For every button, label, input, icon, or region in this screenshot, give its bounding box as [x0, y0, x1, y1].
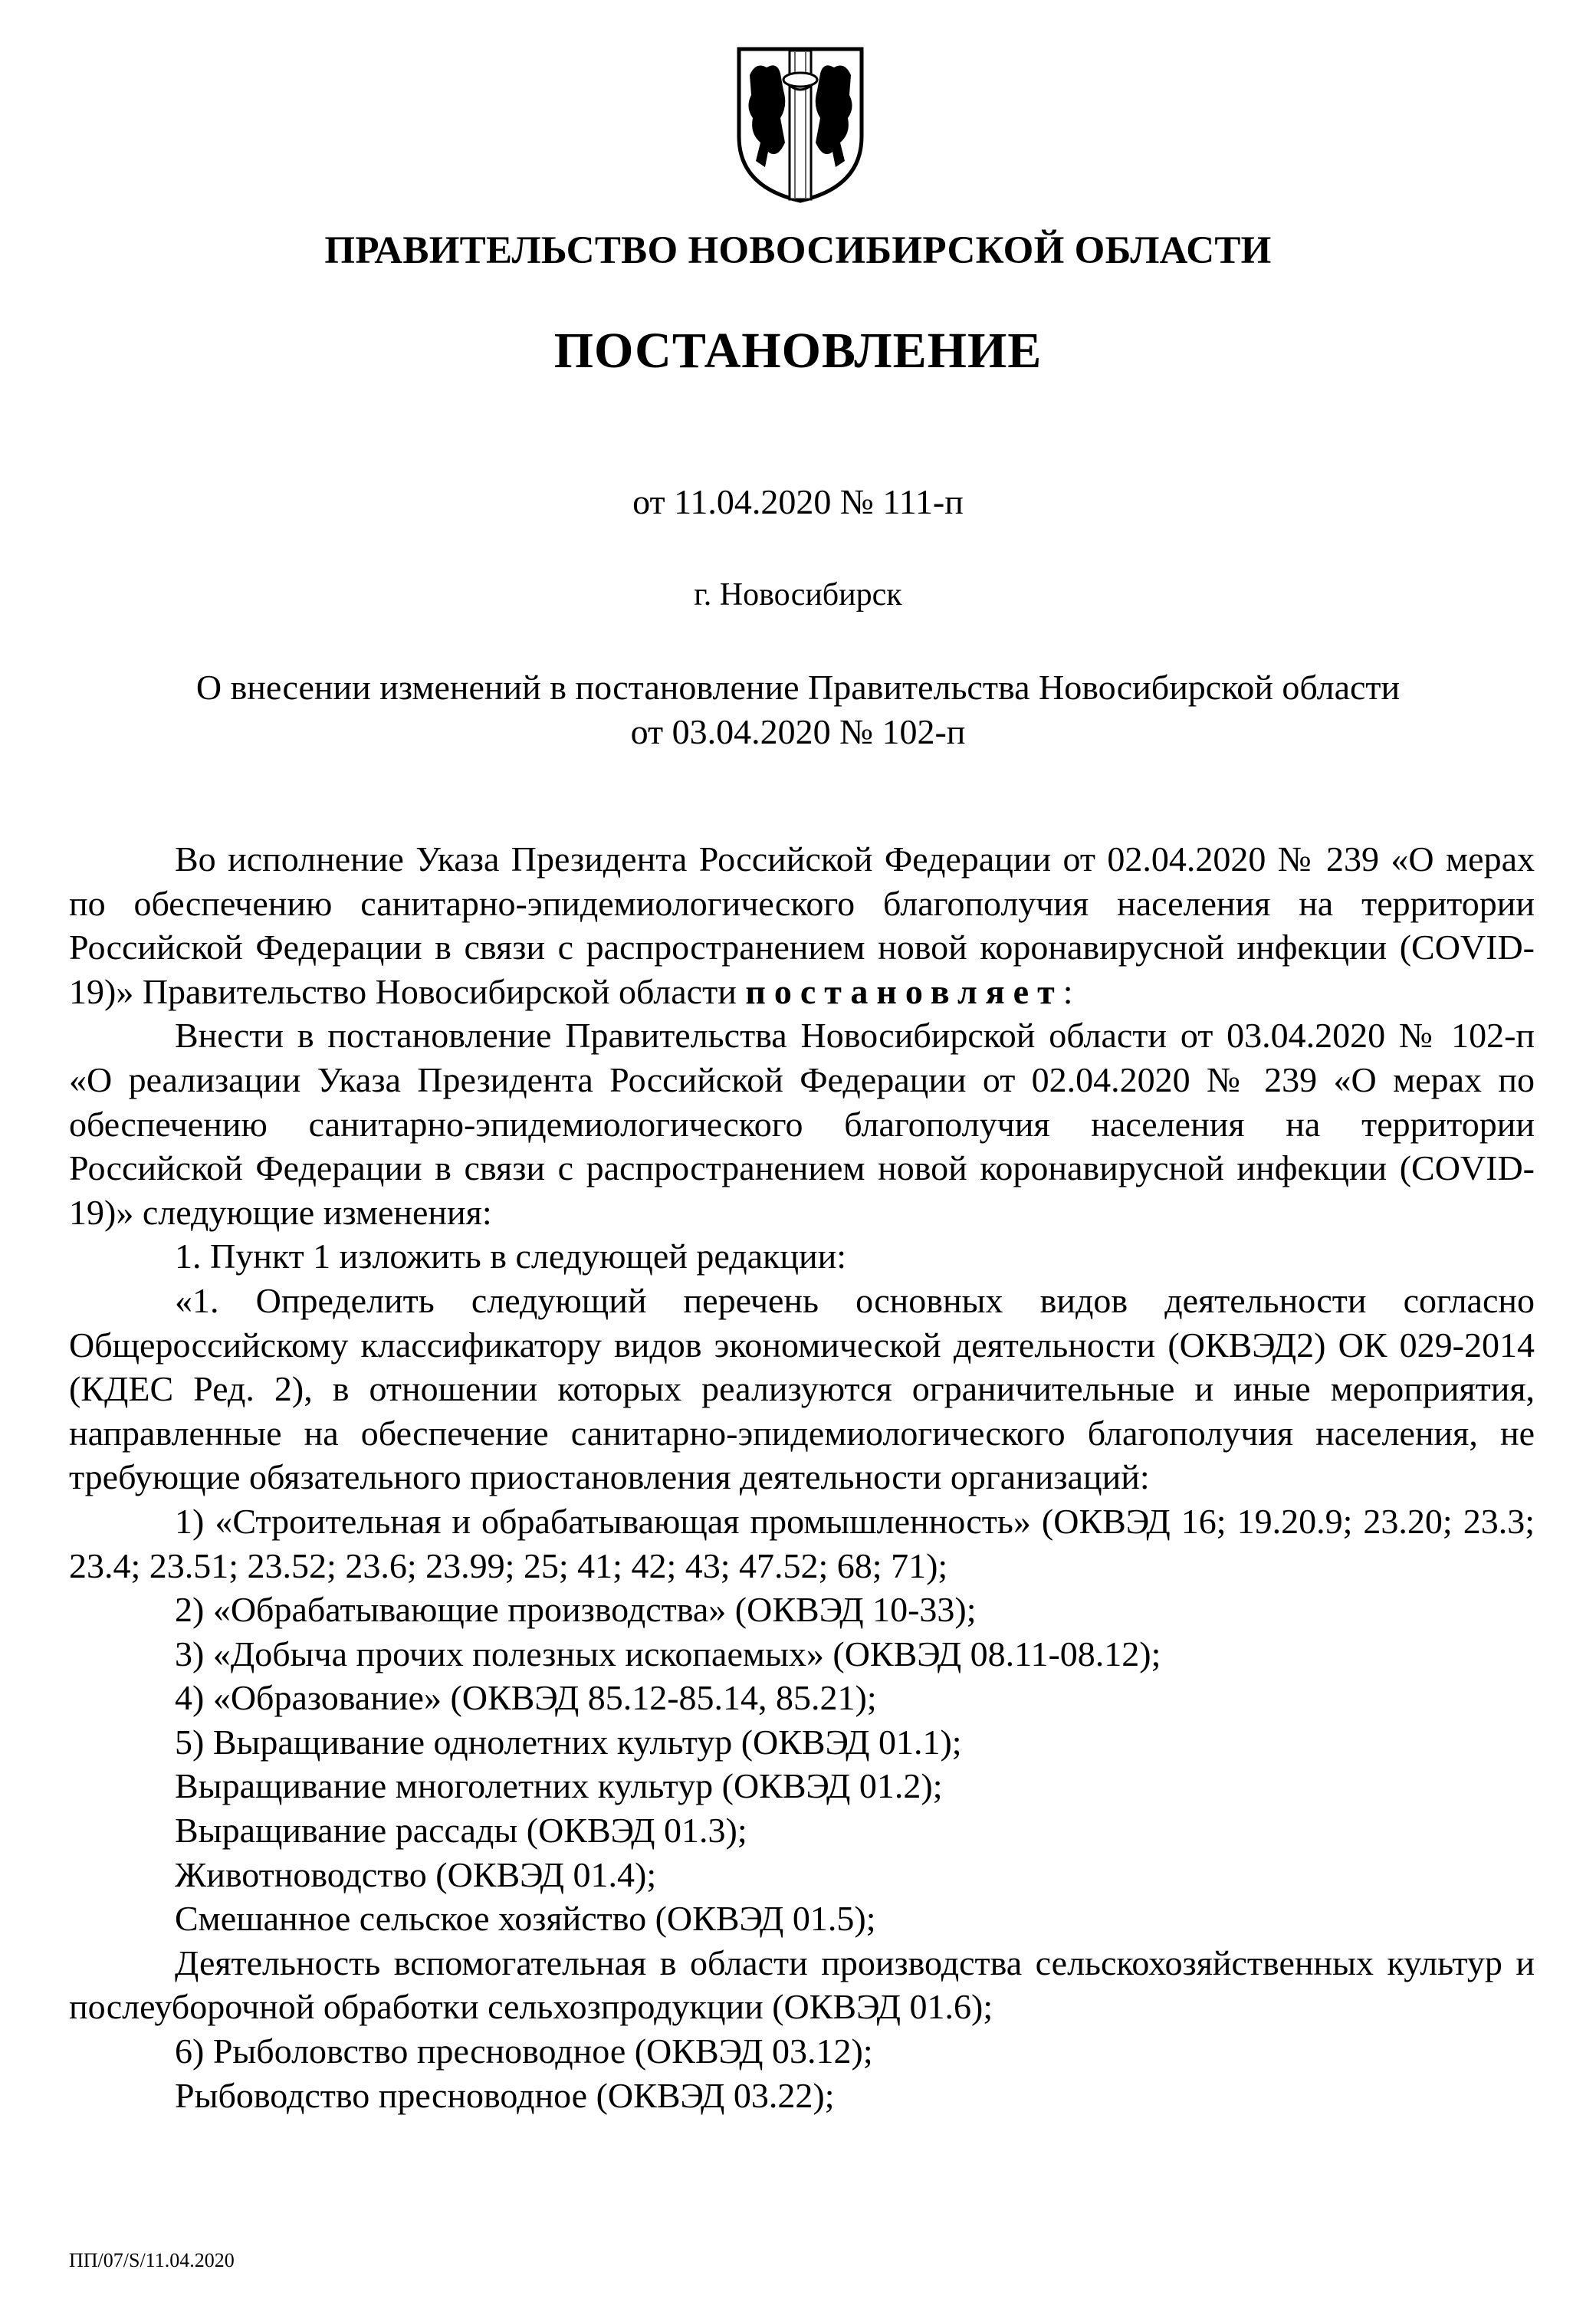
item-text-paragraph: «1. Определить следующий перечень основных видов деятельности согласно Общероссийскому классификатору видов экономической деятельности (ОКВЭД2) ОК 029-2014 (КДЕС Ред. 2), в отношении которых реализуются ограничительные и иные мероприятия, направленные на обеспечение санитарно-эпидемиологического благополучия населения, не требующие обязательного приостановления деятельности организаций: — [69, 1280, 1535, 1497]
list-item: 3) «Добыча прочих полезных ископаемых» (ОКВЭД 08.11-08.12); — [175, 1634, 1161, 1673]
document-type: ПОСТАНОВЛЕНИЕ — [553, 323, 1043, 379]
list-item: Выращивание рассады (ОКВЭД 01.3); — [175, 1811, 747, 1851]
list-item: 1) «Строительная и обрабатывающая промышленность» (ОКВЭД 16; 19.20.9; 23.20; 23.3; 23.4; 23.51; 23.52; 23.6; 23.99; 25; 41; 42; 43; 47.52; 68; 71); — [69, 1501, 1535, 1585]
government-name: ПРАВИТЕЛЬСТВО НОВОСИБИРСКОЙ ОБЛАСТИ — [324, 229, 1272, 272]
list-item: 2) «Обрабатывающие производства» (ОКВЭД 10-33); — [175, 1590, 977, 1630]
subject-line: от 03.04.2020 № 102-п — [630, 712, 966, 751]
resolves-colon: : — [1062, 971, 1073, 1011]
amendment-paragraph: Внести в постановление Правительства Новосибирской области от 03.04.2020 № 102-п «О реализации Указа Президента Российской Федерации от 02.04.2020 № 239 «О мерах по обеспечению санитарно-эпидемиологического благополучия населения на территории Российской Федерации в связи с распространением новой коронавирусной инфекции (COVID-19)» следующие изменения: — [69, 1016, 1535, 1232]
coat-of-arms-icon — [734, 44, 866, 205]
document-date-number: от 11.04.2020 № 111-п — [632, 482, 964, 521]
document-city: г. Новосибирск — [694, 577, 902, 613]
list-item: 6) Рыболовство пресноводное (ОКВЭД 03.12); — [175, 2031, 873, 2071]
resolves-word: постановляет — [745, 971, 1063, 1011]
list-item: 4) «Образование» (ОКВЭД 85.12-85.14, 85.21); — [175, 1678, 877, 1718]
list-item: Деятельность вспомогательная в области производства сельскохозяйственных культур и послеуборочной обработки сельхозпродукции (ОКВЭД 01.6); — [69, 1943, 1535, 2027]
list-item: 5) Выращивание однолетних культур (ОКВЭД 01.1); — [175, 1722, 962, 1762]
list-item: Рыбоводство пресноводное (ОКВЭД 03.22); — [175, 2075, 835, 2115]
list-item: Смешанное сельское хозяйство (ОКВЭД 01.5); — [175, 1899, 876, 1939]
preamble-text: Во исполнение Указа Президента Российской Федерации от 02.04.2020 № 239 «О мерах по обеспечению санитарно-эпидемиологического благополучия населения на территории Российской Федерации в связи с распространением новой коронавирусной инфекции (COVID-19)» Правительство Новосибирской области — [69, 839, 1535, 1011]
document-body — [69, 837, 1535, 2117]
item-paragraph: 1. Пункт 1 изложить в следующей редакции: — [175, 1237, 846, 1276]
document-subject — [0, 665, 1596, 754]
list-item: Животноводство (ОКВЭД 01.4); — [175, 1854, 657, 1894]
preamble-paragraph — [69, 837, 1535, 1013]
list-item: Выращивание многолетних культур (ОКВЭД 01.2); — [175, 1766, 943, 1806]
footer-document-code: ПП/07/S/11.04.2020 — [69, 2249, 235, 2271]
subject-line: О внесении изменений в постановление Правительства Новосибирской области — [195, 668, 1401, 707]
